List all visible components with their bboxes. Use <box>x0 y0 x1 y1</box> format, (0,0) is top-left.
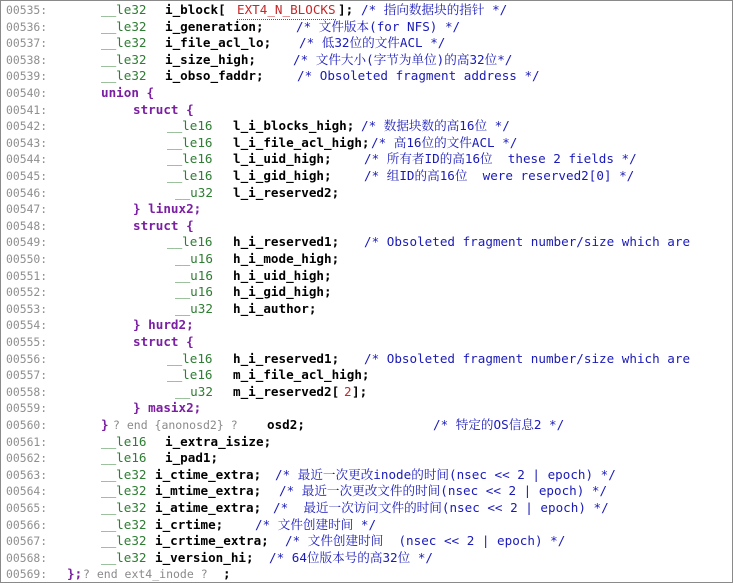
line-number: 00537: <box>6 36 48 51</box>
type-token: __u32 <box>175 184 213 200</box>
line-number: 00551: <box>6 268 48 283</box>
keyword-token: } <box>101 417 109 432</box>
code-line <box>1 400 732 417</box>
comment-token: /* 低32位的文件ACL */ <box>299 35 446 51</box>
identifier-token: h_i_gid_high; <box>233 284 332 300</box>
type-token: __le32 <box>101 18 147 34</box>
identifier-token: l_i_reserved2; <box>233 184 340 200</box>
line-number: 00543: <box>6 135 48 150</box>
identifier-token: i_generation; <box>165 18 264 34</box>
identifier-token: l_i_blocks_high; <box>233 118 355 134</box>
type-token: __le32 <box>101 516 147 532</box>
code-line <box>1 118 732 135</box>
type-token: __le16 <box>167 118 213 134</box>
type-token: __le32 <box>101 2 147 17</box>
line-number: 00554: <box>6 318 48 333</box>
code-line <box>1 218 732 235</box>
comment-token: /* 最近一次访问文件的时间(nsec << 2 | epoch) */ <box>273 500 609 515</box>
type-token: __u16 <box>175 267 213 283</box>
code-line <box>1 85 732 102</box>
comment-token: /* Obsoleted fragment number/size which are <box>364 350 691 366</box>
type-token: __u32 <box>175 300 213 316</box>
identifier-token: i_atime_extra; <box>155 500 262 515</box>
type-token: __u32 <box>175 383 213 399</box>
comment-token: /* 指向数据块的指针 */ <box>361 2 508 17</box>
type-token: __le16 <box>167 134 213 150</box>
code-line <box>1 384 732 401</box>
code-line <box>1 284 732 301</box>
type-token: __le16 <box>101 450 147 466</box>
line-number: 00549: <box>6 235 48 250</box>
identifier-token: h_i_mode_high; <box>233 251 340 266</box>
code-line <box>1 68 732 85</box>
identifier-token: i_obso_faddr; <box>165 68 264 84</box>
code-line <box>1 52 732 69</box>
macro-token: 2 <box>344 383 352 399</box>
keyword-token: struct { <box>133 101 194 117</box>
identifier-token: h_i_uid_high; <box>233 267 332 283</box>
line-number: 00547: <box>6 202 48 217</box>
type-token: __le16 <box>167 367 213 383</box>
identifier-token: ; <box>223 566 231 582</box>
code-line <box>1 35 732 52</box>
line-number: 00553: <box>6 301 48 316</box>
code-line <box>1 2 732 19</box>
type-token: __u16 <box>175 284 213 300</box>
type-token: __le32 <box>101 68 147 84</box>
identifier-token: i_file_acl_lo; <box>165 35 272 51</box>
fold-annotation: ? end {anonosd2} ? <box>113 418 238 432</box>
comment-token: /* Obsoleted fragment number/size which are <box>364 234 691 250</box>
identifier-token: i_crtime; <box>155 516 224 532</box>
line-number: 00560: <box>6 418 48 432</box>
keyword-token: } hurd2; <box>133 317 194 333</box>
code-line <box>1 334 732 351</box>
comment-token: /* Obsoleted fragment address */ <box>297 68 540 84</box>
code-line <box>1 500 732 517</box>
identifier-token: i_mtime_extra; <box>155 483 262 499</box>
comment-token: /* 文件大小(字节为单位)的高32位*/ <box>293 51 513 67</box>
type-token: __le16 <box>167 234 213 250</box>
line-number: 00536: <box>6 19 48 34</box>
comment-token: /* 64位版本号的高32位 */ <box>269 549 433 565</box>
identifier-token: i_pad1; <box>165 450 219 466</box>
type-token: __le32 <box>101 51 147 67</box>
type-token: __le32 <box>101 483 147 499</box>
type-token: __le32 <box>101 466 147 482</box>
macro-token[interactable]: EXT4_N_BLOCKS <box>237 2 336 20</box>
line-number: 00541: <box>6 102 48 117</box>
code-line <box>1 168 732 185</box>
line-number: 00569: <box>6 567 48 582</box>
comment-token: /* 特定的OS信息2 */ <box>433 417 565 432</box>
line-number: 00556: <box>6 351 48 366</box>
line-number: 00550: <box>6 252 48 266</box>
code-line <box>1 367 732 384</box>
fold-annotation: ? end ext4_inode ? <box>83 567 208 582</box>
identifier-token: l_i_gid_high; <box>233 168 332 183</box>
line-number: 00567: <box>6 534 48 549</box>
line-number: 00562: <box>6 451 48 466</box>
code-line <box>1 251 732 268</box>
keyword-token: struct { <box>133 334 194 349</box>
type-token: __le32 <box>101 533 147 549</box>
type-token: __le16 <box>167 168 213 183</box>
code-line <box>1 351 732 368</box>
identifier-token: h_i_reserved1; <box>233 234 340 250</box>
line-number: 00548: <box>6 218 48 233</box>
keyword-token: struct { <box>133 217 194 233</box>
code-line <box>1 417 732 434</box>
type-token: __le16 <box>167 350 213 366</box>
line-number: 00563: <box>6 467 48 482</box>
line-number: 00557: <box>6 368 48 383</box>
type-token: __le16 <box>101 433 147 449</box>
line-number: 00564: <box>6 484 48 499</box>
code-line <box>1 185 732 202</box>
type-token: __le16 <box>167 151 213 167</box>
code-line <box>1 301 732 318</box>
line-number: 00540: <box>6 86 48 100</box>
comment-token: /* 组ID的高16位 were reserved2[0] */ <box>364 168 635 183</box>
code-line <box>1 533 732 550</box>
comment-token: /* 最近一次更改文件的时间(nsec << 2 | epoch) */ <box>279 483 608 499</box>
identifier-token: i_extra_isize; <box>165 433 272 449</box>
keyword-token: union { <box>101 85 155 100</box>
code-line <box>1 317 732 334</box>
comment-token: /* 所有者ID的高16位 these 2 fields */ <box>364 151 637 167</box>
identifier-token: h_i_author; <box>233 300 317 316</box>
line-number: 00558: <box>6 384 48 399</box>
comment-token: /* 文件版本(for NFS) */ <box>296 18 461 34</box>
identifier-token: l_i_uid_high; <box>233 151 332 167</box>
line-number: 00566: <box>6 517 48 532</box>
type-token: __le32 <box>101 549 147 565</box>
identifier-token: ]; <box>338 2 354 17</box>
code-line <box>1 19 732 36</box>
type-token: __le32 <box>101 500 147 515</box>
identifier-token: i_version_hi; <box>155 549 254 565</box>
identifier-token: i_size_high; <box>165 51 256 67</box>
code-line <box>1 102 732 119</box>
identifier-token: m_i_reserved2[ <box>233 383 340 399</box>
keyword-token: } linux2; <box>133 201 202 217</box>
line-number: 00545: <box>6 169 48 183</box>
identifier-token: l_i_file_acl_high; <box>233 134 370 150</box>
line-number: 00568: <box>6 550 48 565</box>
line-number: 00555: <box>6 335 48 349</box>
code-line <box>1 467 732 484</box>
line-number: 00561: <box>6 434 48 449</box>
line-number: 00539: <box>6 69 48 84</box>
line-number: 00542: <box>6 119 48 134</box>
line-number: 00559: <box>6 401 48 416</box>
keyword-token: } masix2; <box>133 400 202 416</box>
line-number: 00535: <box>6 3 48 17</box>
code-line <box>1 517 732 534</box>
identifier-token: i_crtime_extra; <box>155 533 269 549</box>
identifier-token: i_ctime_extra; <box>155 466 262 482</box>
comment-token: /* 文件创建时间 */ <box>255 516 377 532</box>
keyword-token: }; <box>67 566 83 582</box>
identifier-token: h_i_reserved1; <box>233 350 340 366</box>
code-line <box>1 234 732 251</box>
comment-token: /* 高16位的文件ACL */ <box>371 134 518 150</box>
line-number: 00546: <box>6 185 48 200</box>
identifier-token: m_i_file_acl_high; <box>233 367 370 383</box>
comment-token: /* 文件创建时间 (nsec << 2 | epoch) */ <box>285 533 566 549</box>
line-number: 00552: <box>6 285 48 300</box>
identifier-token: i_block[ <box>165 2 226 17</box>
code-line <box>1 151 732 168</box>
code-line <box>1 550 732 567</box>
comment-token: /* 数据块数的高16位 */ <box>361 118 510 134</box>
code-line <box>1 434 732 451</box>
line-number: 00565: <box>6 501 48 515</box>
code-line <box>1 135 732 152</box>
type-token: __u16 <box>175 251 213 266</box>
code-line <box>1 566 732 583</box>
line-number: 00544: <box>6 152 48 167</box>
type-token: __le32 <box>101 35 147 51</box>
code-line <box>1 268 732 285</box>
code-line <box>1 450 732 467</box>
code-line <box>1 201 732 218</box>
code-line <box>1 483 732 500</box>
identifier-token: ]; <box>352 383 368 399</box>
identifier-token: osd2; <box>267 417 305 432</box>
line-number: 00538: <box>6 52 48 67</box>
comment-token: /* 最近一次更改inode的时间(nsec << 2 | epoch) */ <box>275 466 616 482</box>
